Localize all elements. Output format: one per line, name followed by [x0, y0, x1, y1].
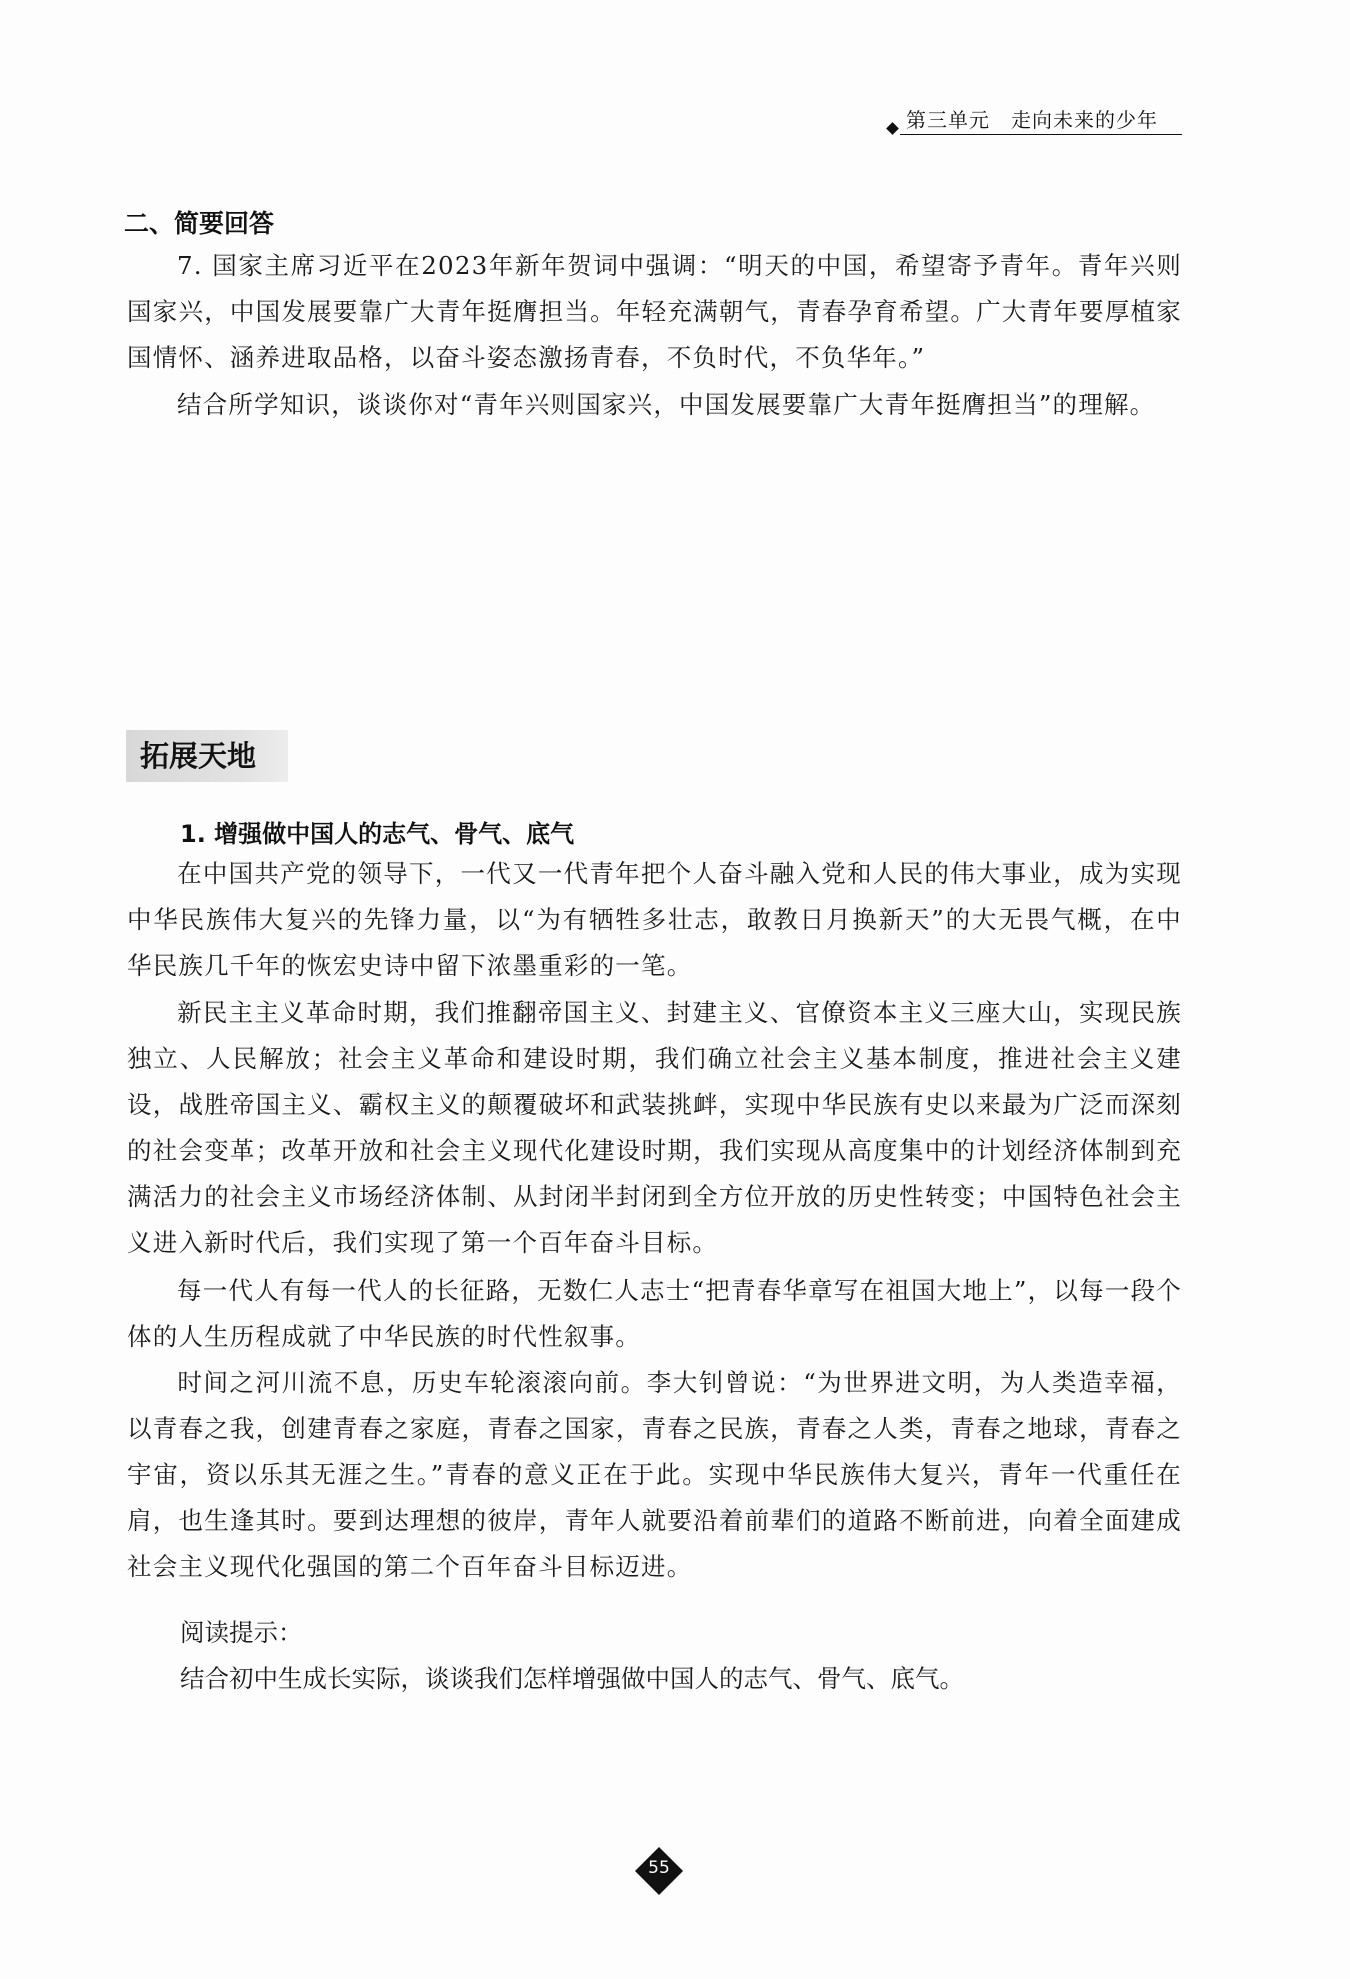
extend-paragraph-3-text: 每一代人有每一代人的长征路，无数仁人志士“把青春华章写在祖国大地上”，以每一段个体的人生历程成就了中华民族的时代性叙事。	[127, 1276, 1182, 1351]
question-7-prompt-paragraph	[127, 382, 1182, 428]
section-banner-label: 拓展天地	[140, 739, 257, 773]
extend-paragraph-4	[127, 1360, 1182, 1590]
diamond-bullet-icon	[886, 122, 899, 135]
reading-hint-text: 结合初中生成长实际，谈谈我们怎样增强做中国人的志气、骨气、底气。	[180, 1664, 964, 1693]
question-7-paragraph	[127, 243, 1182, 381]
extend-paragraph-2-text: 新民主主义革命时期，我们推翻帝国主义、封建主义、官僚资本主义三座大山，实现民族独立、人民解放；社会主义革命和建设时期，我们确立社会主义基本制度，推进社会主义建设，战胜帝国主义、霸权主义的颠覆破坏和武装挑衅，实现中华民族有史以来最为广泛而深刻的社会变革；改革开放和社会主义现代化建设时期，我们实现从高度集中的计划经济体制到充满活力的社会主义市场经济体制、从封闭半封闭到全方位开放的历史性转变；中国特色社会主义进入新时代后，我们实现了第一个百年奋斗目标。	[127, 998, 1182, 1257]
header-rule	[900, 134, 1182, 135]
extend-paragraph-1	[127, 851, 1182, 989]
reading-hint-label: 阅读提示：	[180, 1618, 303, 1647]
section-heading-short-answer: 二、简要回答	[124, 209, 275, 238]
page-number: 55	[648, 1858, 670, 1878]
question-7-text: 7. 国家主席习近平在2023年新年贺词中强调：“明天的中国，希望寄予青年。青年兴则国家兴，中国发展要靠广大青年挺膺担当。年轻充满朝气，青春孕育希望。广大青年要厚植家国情怀、涵养进取品格，以奋斗姿态激扬青春，不负时代，不负华年。”	[127, 251, 1182, 372]
item-1-title: 1. 增强做中国人的志气、骨气、底气	[180, 820, 575, 848]
unit-title: 第三单元 走向未来的少年	[906, 108, 1158, 132]
section-banner-extend	[126, 730, 288, 782]
extend-paragraph-1-text: 在中国共产党的领导下，一代又一代青年把个人奋斗融入党和人民的伟大事业，成为实现中华民族伟大复兴的先锋力量，以“为有牺牲多壮志，敢教日月换新天”的大无畏气概，在中华民族几千年的恢宏史诗中留下浓墨重彩的一笔。	[127, 859, 1182, 980]
extend-paragraph-3	[127, 1268, 1182, 1360]
extend-paragraph-4-text: 时间之河川流不息，历史车轮滚滚向前。李大钊曾说：“为世界进文明，为人类造幸福，以青春之我，创建青春之家庭，青春之国家，青春之民族，青春之人类，青春之地球，青春之宇宙，资以乐其无涯之生。”青春的意义正在于此。实现中华民族伟大复兴，青年一代重任在肩，也生逢其时。要到达理想的彼岸，青年人就要沿着前辈们的道路不断前进，向着全面建成社会主义现代化强国的第二个百年奋斗目标迈进。	[127, 1368, 1182, 1581]
extend-paragraph-2	[127, 990, 1182, 1266]
page-number-badge	[636, 1848, 682, 1894]
question-7-prompt-text: 结合所学知识，谈谈你对“青年兴则国家兴，中国发展要靠广大青年挺膺担当”的理解。	[177, 390, 1156, 419]
running-header	[886, 104, 1186, 138]
